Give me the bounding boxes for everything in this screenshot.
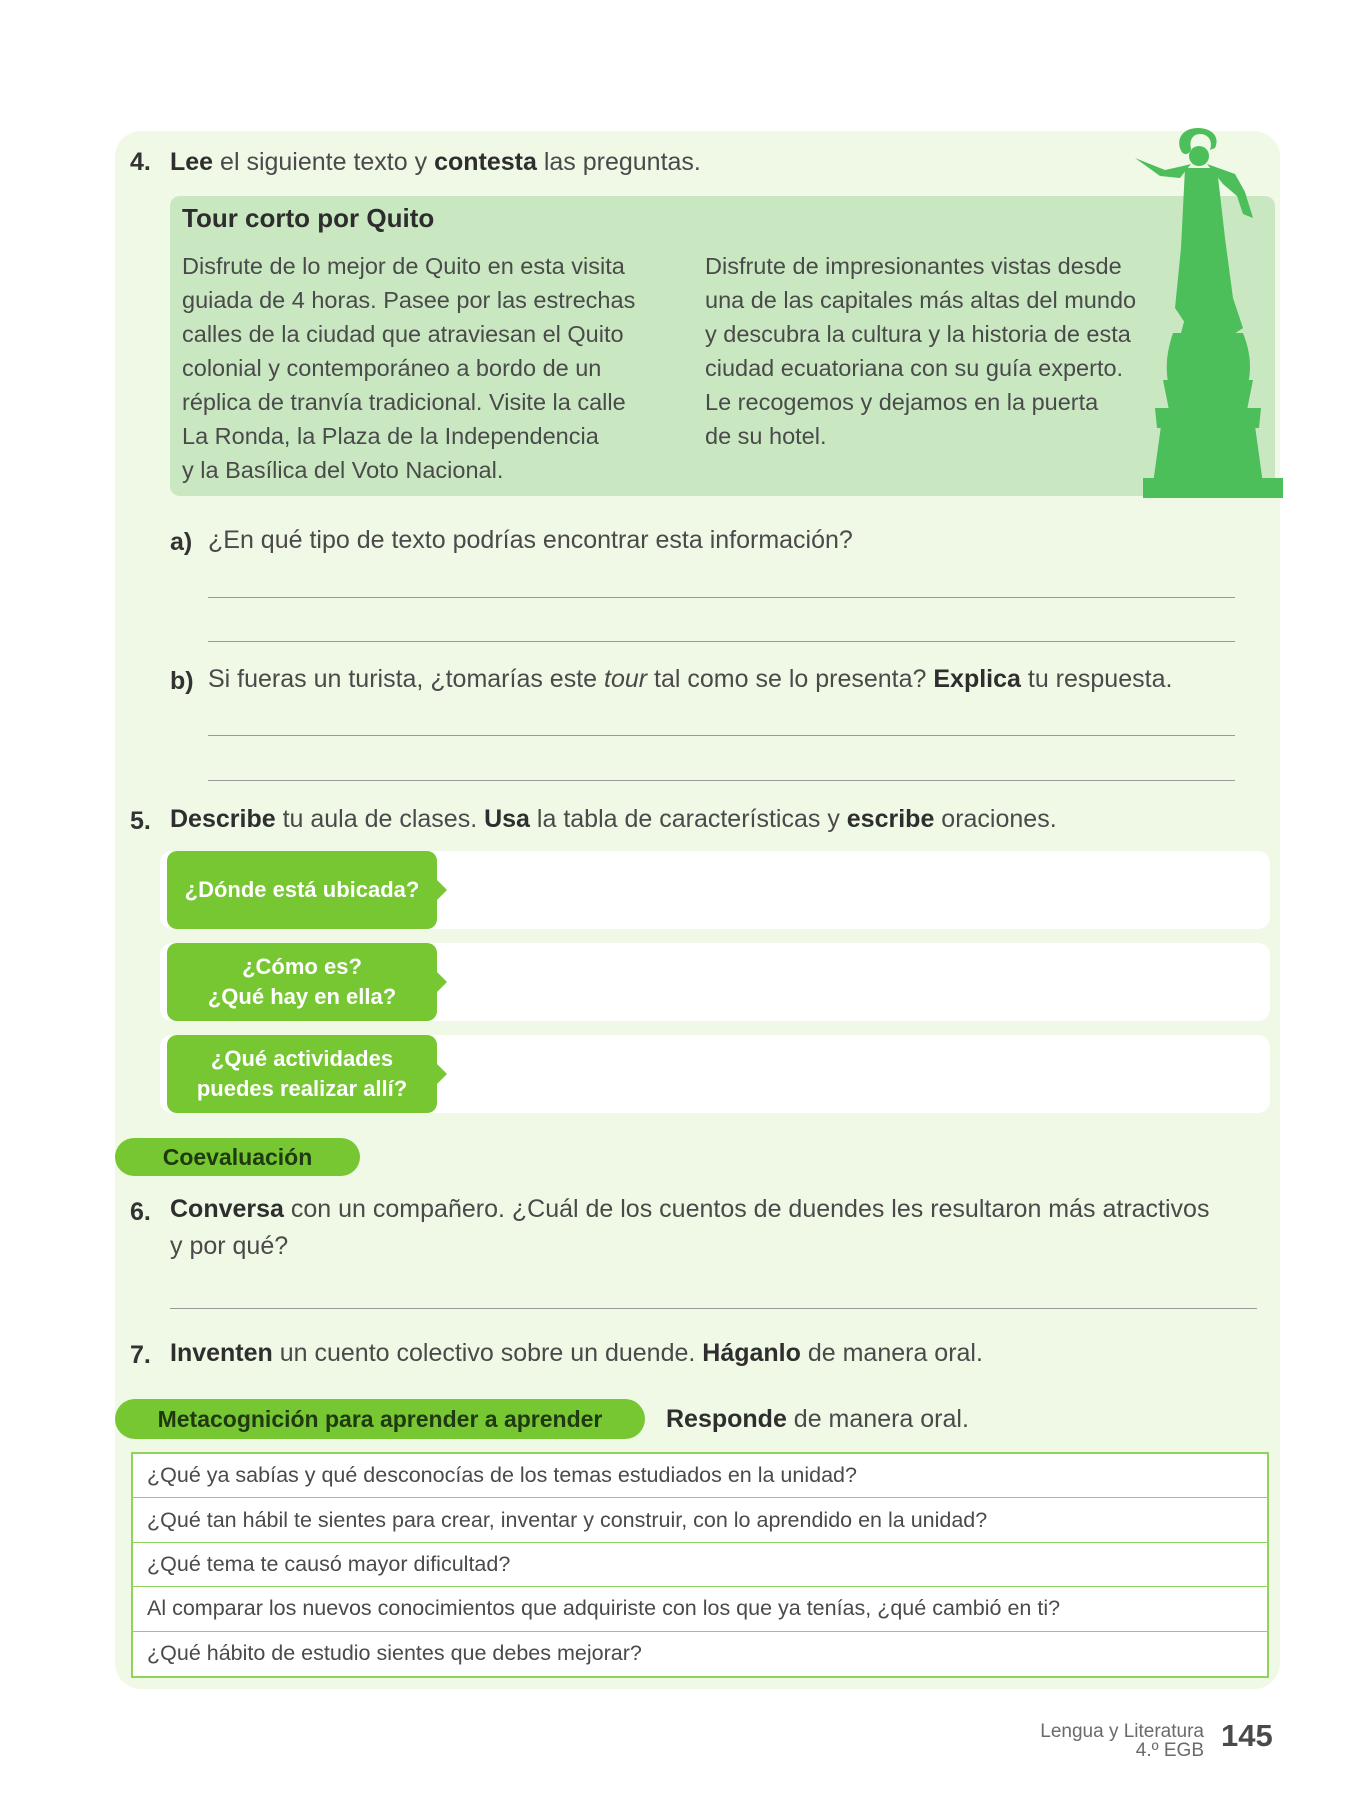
question-b-letter: b) [170,667,194,695]
tour-left-column: Disfrute de lo mejor de Quito en esta visita guiada de 4 horas. Pasee por las estrechas calles de la ciudad que atraviesan el Quito colonial y contemporáneo a bordo de un réplica de tranvía tradicional. Visite la calle La Ronda, la Plaza de la Independencia y la Basílica del Voto Nacional. [182,253,636,483]
metacognition-badge: Metacognición para aprender a aprender [115,1399,645,1439]
question-a-text: ¿En qué tipo de texto podrías encontrar esta información? [208,526,853,554]
label-arrow [435,970,447,994]
exercise-4-instruction: Lee el siguiente texto y contesta las preguntas. [170,148,701,176]
exercise-7-instruction: Inventen un cuento colectivo sobre un duende. Háganlo de manera oral. [170,1339,983,1367]
exercise-4-number: 4. [130,148,151,176]
metacognition-question: ¿Qué ya sabías y qué desconocías de los temas estudiados en la unidad? [133,1454,1267,1498]
metacognition-question: Al comparar los nuevos conocimientos que adquiriste con los que ya tenías, ¿qué cambió en ti? [133,1587,1267,1631]
characteristics-row-location [150,851,1270,929]
virgin-of-quito-statue-illustration [1125,118,1283,498]
question-a-letter: a) [170,528,193,556]
exercise-5-number: 5. [130,807,151,835]
exercise-7-number: 7. [130,1341,151,1369]
answer-line-a2[interactable] [208,641,1235,642]
exercise-5-instruction: Describe tu aula de clases. Usa la tabla de características y escribe oraciones. [170,805,1057,833]
metacognition-questions-table [131,1452,1269,1678]
characteristics-row-description [150,943,1270,1021]
answer-line-6[interactable] [170,1308,1257,1309]
tour-right-column: Disfrute de impresionantes vistas desde una de las capitales más altas del mundo y descubra la cultura y la historia de esta ciudad ecuatoriana con su guía experto. Le recogemos y dejamos en la puerta de su hotel. [705,253,1137,449]
answer-line-b1[interactable] [208,735,1235,736]
characteristics-row-activities [150,1035,1270,1113]
metacognition-question: ¿Qué tema te causó mayor dificultad? [133,1543,1267,1587]
coevaluation-badge: Coevaluación [115,1138,360,1176]
exercise-6-number: 6. [130,1198,151,1226]
question-b-text: Si fueras un turista, ¿tomarías este tour tal como se lo presenta? Explica tu respuesta. [208,665,1173,693]
answer-line-b2[interactable] [208,780,1235,781]
tour-title: Tour corto por Quito [182,203,435,233]
metacognition-instruction: Responde de manera oral. [666,1405,969,1433]
answer-line-a1[interactable] [208,597,1235,598]
metacognition-question: ¿Qué tan hábil te sientes para crear, inventar y construir, con lo aprendido en la unidad? [133,1498,1267,1542]
label-arrow [435,1062,447,1086]
page-number: 145 [1221,1718,1273,1753]
characteristics-label-description: ¿Cómo es? ¿Qué hay en ella? [167,943,437,1021]
exercise-6-instruction: Conversa con un compañero. ¿Cuál de los cuentos de duendes les resultaron más atractivos y por qué? [170,1195,1210,1260]
characteristics-label-activities: ¿Qué actividades puedes realizar allí? [167,1035,437,1113]
label-arrow [435,878,447,902]
metacognition-question: ¿Qué hábito de estudio sientes que debes mejorar? [133,1632,1267,1676]
footer-subject: Lengua y Literatura 4.º EGB [1040,1721,1204,1761]
characteristics-label-location: ¿Dónde está ubicada? [167,851,437,929]
